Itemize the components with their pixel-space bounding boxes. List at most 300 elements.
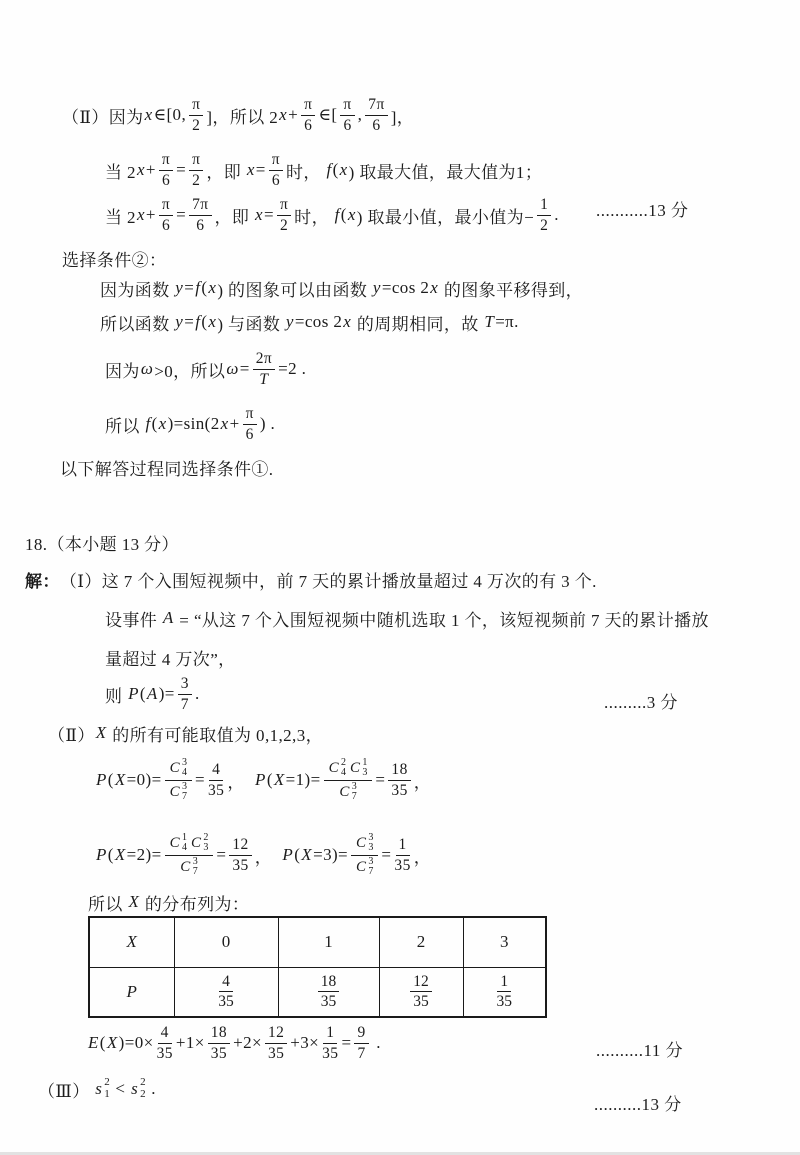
line-distribution-intro (88, 890, 249, 914)
score-marker: ...........13 分 (596, 201, 689, 220)
fraction-numerator: 18 (208, 1024, 230, 1043)
text-run: ) 的图象可以由函数 (217, 280, 372, 300)
fraction (243, 405, 257, 443)
text-run: （Ⅰ）这 7 个入围短视频中，前 7 天的累计播放量超过 4 万次的有 3 个. (59, 571, 597, 591)
fraction-denominator: 6 (161, 171, 171, 189)
text-run: )=0× (118, 1033, 154, 1052)
fraction-numerator: 1 (537, 196, 551, 215)
text-run: =3)= (313, 845, 349, 864)
combination-symbol (355, 857, 374, 878)
text-run: , (357, 105, 363, 124)
text-run: ( (332, 160, 339, 179)
text-run: ( (107, 770, 114, 789)
math-variable: ω (226, 359, 239, 378)
text-run: = (176, 205, 187, 224)
combination-symbol (169, 782, 188, 803)
subscript: 3 (203, 842, 209, 853)
text-run: 的周期相同，故 (352, 314, 484, 334)
fraction-numerator: π (243, 405, 257, 424)
text-run: ∈[ (318, 105, 338, 124)
combination-symbol (328, 758, 347, 779)
text-run: + (145, 205, 156, 224)
text-run: ， (227, 772, 255, 792)
fraction (322, 1024, 338, 1062)
text-run: ( (294, 845, 301, 864)
text-run: = “从这 7 个入围短视频中随机选取 1 个，该短视频前 7 天的累计播放 (174, 610, 709, 630)
fraction (301, 96, 315, 134)
line-min-value (105, 192, 559, 238)
math-variable: f (195, 312, 201, 331)
text-run: =0)= (126, 770, 162, 789)
sub-sup-scripts (362, 758, 367, 779)
text-run: 因为 (105, 361, 140, 381)
fraction-numerator: π (269, 151, 283, 170)
combination-symbol (169, 833, 188, 854)
fraction (165, 833, 214, 878)
math-variable: P (96, 770, 107, 789)
fraction-denominator (178, 856, 199, 878)
text-run: 当 2 (105, 162, 136, 182)
fraction-denominator: 35 (210, 1044, 228, 1062)
superscript: 1 (182, 831, 187, 843)
line-px2-px3 (95, 827, 431, 883)
math-variable: X (128, 892, 140, 911)
math-variable: f (326, 160, 332, 179)
fraction-denominator: 35 (413, 993, 429, 1011)
superscript: 3 (368, 831, 374, 843)
math-variable: y (372, 278, 381, 297)
fraction-denominator: 35 (322, 1044, 339, 1062)
text-run: 量超过 4 万次”， (105, 649, 236, 669)
superscript: 2 (104, 1076, 110, 1089)
fraction-denominator: 35 (208, 781, 225, 799)
text-run: +3× (290, 1033, 320, 1052)
table-cell-x-value (278, 917, 379, 967)
subscript: 4 (341, 767, 347, 778)
subscript: 7 (351, 791, 357, 802)
fraction (189, 151, 203, 189)
fraction-denominator: 6 (271, 171, 280, 189)
math-variable: x (347, 205, 356, 224)
text-run: ∈[0, (153, 105, 187, 124)
math-variable: f (195, 278, 201, 297)
combination-letter: C (328, 759, 340, 776)
fraction-denominator: 2 (192, 171, 201, 189)
fraction-numerator: 1 (323, 1024, 337, 1043)
x-value: 1 (324, 932, 333, 952)
text-run: ， (413, 847, 432, 867)
fraction-denominator: 35 (496, 993, 512, 1011)
text-run: ( (99, 1033, 106, 1052)
line-18-part2 (48, 721, 323, 745)
fraction-denominator: 6 (161, 216, 171, 234)
table-header-row (89, 917, 546, 967)
math-variable: A (162, 608, 174, 627)
math-variable: x (144, 105, 153, 124)
fraction-denominator (258, 370, 269, 388)
text-run: =π. (495, 312, 519, 331)
math-variable: x (158, 414, 167, 433)
fraction-numerator: 4 (209, 761, 223, 780)
fraction (318, 973, 340, 1011)
fraction (229, 836, 251, 874)
fraction (388, 761, 410, 799)
table-cell-p-label (89, 967, 174, 1017)
line-part2-domain (62, 92, 414, 138)
fraction-numerator: 1 (396, 836, 410, 855)
fraction-denominator: 35 (320, 993, 337, 1011)
fraction (165, 758, 192, 803)
math-variable: x (246, 160, 255, 179)
math-variable: s (131, 1079, 139, 1098)
text-run: 所以函数 (100, 314, 175, 334)
superscript: 3 (368, 855, 374, 867)
fraction (410, 973, 432, 1011)
math-variable: s (95, 1079, 103, 1098)
text-run: = (263, 205, 274, 224)
fraction-numerator: 18 (388, 761, 410, 780)
fraction-denominator: 6 (372, 116, 381, 134)
text-run: 的图象平移得到， (439, 280, 584, 300)
math-variable: x (220, 414, 229, 433)
math-variable: f (145, 414, 151, 433)
fraction-denominator: 35 (267, 1044, 285, 1062)
math-variable: X (95, 723, 107, 742)
table-body (89, 917, 546, 1017)
line-event-a-1 (105, 605, 709, 631)
math-variable: X (106, 1033, 118, 1052)
text-run: =cos 2 (381, 278, 430, 297)
fraction (218, 973, 234, 1011)
fraction (269, 151, 283, 189)
fraction (351, 833, 378, 878)
text-run: ( (201, 278, 208, 297)
text-run: = (255, 160, 266, 179)
score-marker: .........3 分 (604, 693, 678, 712)
fraction-numerator: 7π (189, 196, 211, 215)
fraction-numerator (351, 833, 378, 856)
text-run: ) 取最小值，最小值为− (356, 207, 535, 227)
text-run: ( (151, 414, 158, 433)
sub-sup-scripts (182, 782, 187, 803)
fraction (157, 1024, 173, 1062)
fraction (354, 1024, 368, 1062)
fraction-denominator: 6 (304, 116, 313, 134)
distribution-table (88, 916, 547, 1018)
text-run: = (216, 845, 227, 864)
fraction-denominator: 35 (218, 993, 234, 1011)
superscript: 1 (362, 756, 368, 768)
line-pa (105, 673, 200, 715)
math-variable: x (279, 105, 288, 124)
subscript: 3 (368, 842, 374, 853)
combination-letter: C (169, 759, 180, 776)
text-run: + (145, 160, 156, 179)
math-variable: x (254, 205, 263, 224)
table-cell-probability (463, 967, 546, 1017)
line-expectation (87, 1020, 381, 1066)
fraction (178, 675, 192, 713)
line-18-part1 (25, 567, 597, 591)
text-run: 所以 (105, 416, 145, 436)
text-run: = (176, 160, 187, 179)
math-variable: P (282, 845, 294, 864)
combination-symbol (355, 833, 374, 854)
subscript: 4 (182, 767, 187, 778)
math-variable: y (175, 312, 184, 331)
math-variable: x (136, 205, 145, 224)
text-run: 设事件 (105, 610, 162, 630)
fraction-numerator: 12 (229, 836, 251, 855)
fraction-denominator: 2 (192, 116, 201, 134)
score-marker: ..........11 分 (596, 1041, 684, 1060)
math-variable: ω (140, 359, 154, 378)
text-run: . (554, 205, 559, 224)
sub-sup-scripts (182, 833, 187, 854)
fraction-denominator: 6 (343, 116, 352, 134)
text-run: ( (107, 845, 114, 864)
text-run: 解： (25, 571, 60, 591)
fraction-denominator: 7 (357, 1044, 366, 1062)
combination-letter: C (350, 759, 361, 776)
fraction-denominator (337, 781, 358, 803)
fraction-denominator: 6 (245, 425, 254, 443)
table-prob-row (89, 967, 546, 1017)
text-run: 18.（本小题 13 分） (25, 534, 179, 554)
fraction-numerator: 9 (354, 1024, 368, 1043)
fraction-numerator (165, 758, 192, 781)
subscript: 7 (182, 791, 187, 802)
combination-letter: C (339, 783, 350, 800)
fraction-numerator: 12 (410, 973, 432, 992)
fraction-numerator (165, 833, 214, 856)
table-cell-probability (379, 967, 463, 1017)
math-variable: P (255, 770, 266, 789)
text-run: ( (139, 684, 146, 703)
fraction-denominator: 6 (196, 216, 205, 234)
combination-letter: C (356, 834, 367, 851)
text-run: ]，所以 2 (206, 107, 279, 127)
text-run: . (371, 1033, 381, 1052)
text-run: ) 取最大值，最大值为1； (348, 162, 543, 182)
table-cell-x-value (379, 917, 463, 967)
p-label: P (126, 981, 137, 1001)
fraction-numerator: π (189, 151, 203, 170)
line-cos-shift (100, 276, 583, 300)
text-run: ]， (390, 107, 415, 127)
superscript: 3 (192, 855, 198, 867)
combination-letter: C (180, 858, 191, 875)
fraction (277, 196, 291, 234)
text-run: = (341, 1033, 352, 1052)
text-run: . (194, 684, 200, 703)
text-run: ， (254, 847, 282, 867)
text-run: ) . (259, 414, 276, 433)
math-variable: P (128, 684, 139, 703)
math-variable: x (343, 312, 352, 331)
fraction-denominator (354, 856, 375, 878)
combination-symbol (349, 758, 368, 779)
line-event-a-2 (105, 644, 236, 670)
superscript: 2 (140, 1076, 146, 1089)
math-variable: X (114, 770, 126, 789)
text-run: 的分布列为： (140, 894, 250, 914)
fraction-numerator: 12 (265, 1024, 287, 1043)
text-run: =cos 2 (294, 312, 343, 331)
fraction (394, 836, 410, 874)
text-run: 因为函数 (100, 280, 175, 300)
fraction (189, 196, 211, 234)
text-run: < (110, 1079, 131, 1098)
combination-symbol (169, 758, 188, 779)
fraction-denominator: 35 (232, 856, 249, 874)
math-variable: X (114, 845, 126, 864)
superscript: 3 (182, 756, 187, 768)
text-run: （Ⅱ） (48, 725, 95, 745)
text-run: 时， (286, 162, 326, 182)
text-run: =1)= (285, 770, 321, 789)
fraction (253, 350, 275, 388)
fraction (265, 1024, 287, 1062)
combination-letter: C (169, 834, 180, 851)
fraction-denominator: 7 (180, 695, 189, 713)
text-run: （Ⅱ）因为 (62, 107, 144, 127)
fraction-numerator: π (159, 151, 173, 170)
fraction-denominator: 35 (394, 856, 411, 874)
text-run: = (184, 312, 195, 331)
line-same-as-condition1 (60, 455, 273, 479)
fraction-denominator: 35 (156, 1044, 173, 1062)
text-run: 则 (105, 686, 128, 706)
text-run: = (195, 770, 205, 789)
x-value: 0 (221, 932, 231, 952)
text-run: )= (158, 684, 175, 703)
fraction (159, 151, 173, 189)
math-variable: X (301, 845, 313, 864)
fraction-numerator: 1 (497, 973, 511, 992)
text-run: 的所有可能取值为 0,1,2,3， (107, 725, 324, 745)
x-label: X (126, 932, 137, 952)
math-variable: y (285, 312, 294, 331)
line-max-value (105, 147, 542, 193)
x-value: 2 (416, 932, 426, 952)
sub-sup-scripts (140, 1077, 146, 1100)
line-problem18-title (25, 530, 179, 554)
math-variable: y (175, 278, 184, 297)
line-18-part3 (38, 1073, 156, 1105)
text-run: +2× (233, 1033, 262, 1052)
sub-sup-scripts (203, 833, 208, 854)
text-run: + (229, 414, 240, 433)
fraction-denominator (168, 781, 189, 803)
line-px0-px1 (95, 752, 431, 808)
text-run: （Ⅲ） (38, 1081, 95, 1101)
table-cell-x-value (463, 917, 546, 967)
table-cell-x-value (174, 917, 278, 967)
combination-letter: C (191, 834, 202, 851)
math-variable: x (208, 278, 217, 297)
fraction-denominator: 2 (279, 216, 289, 234)
superscript: 3 (351, 780, 357, 792)
line-condition2-title (62, 246, 166, 270)
subscript: 4 (182, 842, 187, 853)
text-run: ，即 (214, 207, 254, 227)
combination-letter: C (169, 783, 180, 800)
sub-sup-scripts (341, 758, 346, 779)
math-variable: x (136, 160, 145, 179)
superscript: 3 (182, 780, 187, 792)
text-run: ( (266, 770, 273, 789)
sub-sup-scripts (193, 857, 198, 878)
fraction-denominator: 2 (540, 216, 549, 234)
fraction (340, 96, 354, 134)
math-variable: x (430, 278, 439, 297)
text-run: =2 . (278, 359, 307, 378)
text-run: ，即 (206, 162, 246, 182)
math-variable: T (484, 312, 495, 331)
math-variable: f (334, 205, 340, 224)
combination-symbol (338, 782, 357, 803)
text-run: =2)= (126, 845, 162, 864)
text-run: 当 2 (105, 207, 136, 227)
superscript: 2 (341, 756, 347, 768)
fraction-numerator: 18 (318, 973, 340, 992)
subscript: 7 (368, 866, 374, 877)
fraction (159, 196, 173, 234)
subscript: 2 (140, 1088, 146, 1100)
table-cell-probability (174, 967, 278, 1017)
text-run: 选择条件②： (62, 250, 167, 270)
fraction-numerator: 7π (365, 96, 387, 115)
fraction (324, 758, 373, 803)
text-run: = (375, 770, 386, 789)
text-run: + (288, 105, 299, 124)
fraction (208, 1024, 230, 1062)
text-run: = (381, 845, 392, 864)
sub-sup-scripts (104, 1077, 110, 1100)
fraction (365, 96, 387, 134)
math-variable: x (339, 160, 348, 179)
math-variable: A (146, 684, 158, 703)
fraction (189, 96, 203, 134)
subscript: 3 (362, 767, 368, 778)
sub-sup-scripts (368, 857, 373, 878)
fraction-numerator (324, 758, 373, 781)
line-fx-result (105, 400, 275, 448)
math-variable: T (259, 370, 269, 388)
text-run: = (184, 278, 195, 297)
fraction-numerator: π (301, 96, 315, 115)
text-run: ( (201, 312, 208, 331)
text-run: )=sin(2 (167, 414, 220, 433)
math-variable: X (273, 770, 285, 789)
text-run: +1× (175, 1033, 205, 1052)
fraction (497, 973, 513, 1011)
fraction-numerator: 3 (178, 675, 192, 694)
fraction (537, 196, 551, 234)
sub-sup-scripts (352, 782, 357, 803)
fraction-numerator: π (189, 96, 203, 115)
fraction-numerator: 2π (253, 350, 275, 369)
fraction-numerator: π (159, 196, 173, 215)
score-marker: ..........13 分 (594, 1095, 682, 1114)
text-run: = (239, 359, 250, 378)
combination-symbol (190, 833, 209, 854)
fraction-numerator: 4 (219, 973, 233, 992)
fraction-numerator: π (340, 96, 354, 115)
sub-sup-scripts (368, 833, 373, 854)
fraction-numerator: 4 (158, 1024, 172, 1043)
